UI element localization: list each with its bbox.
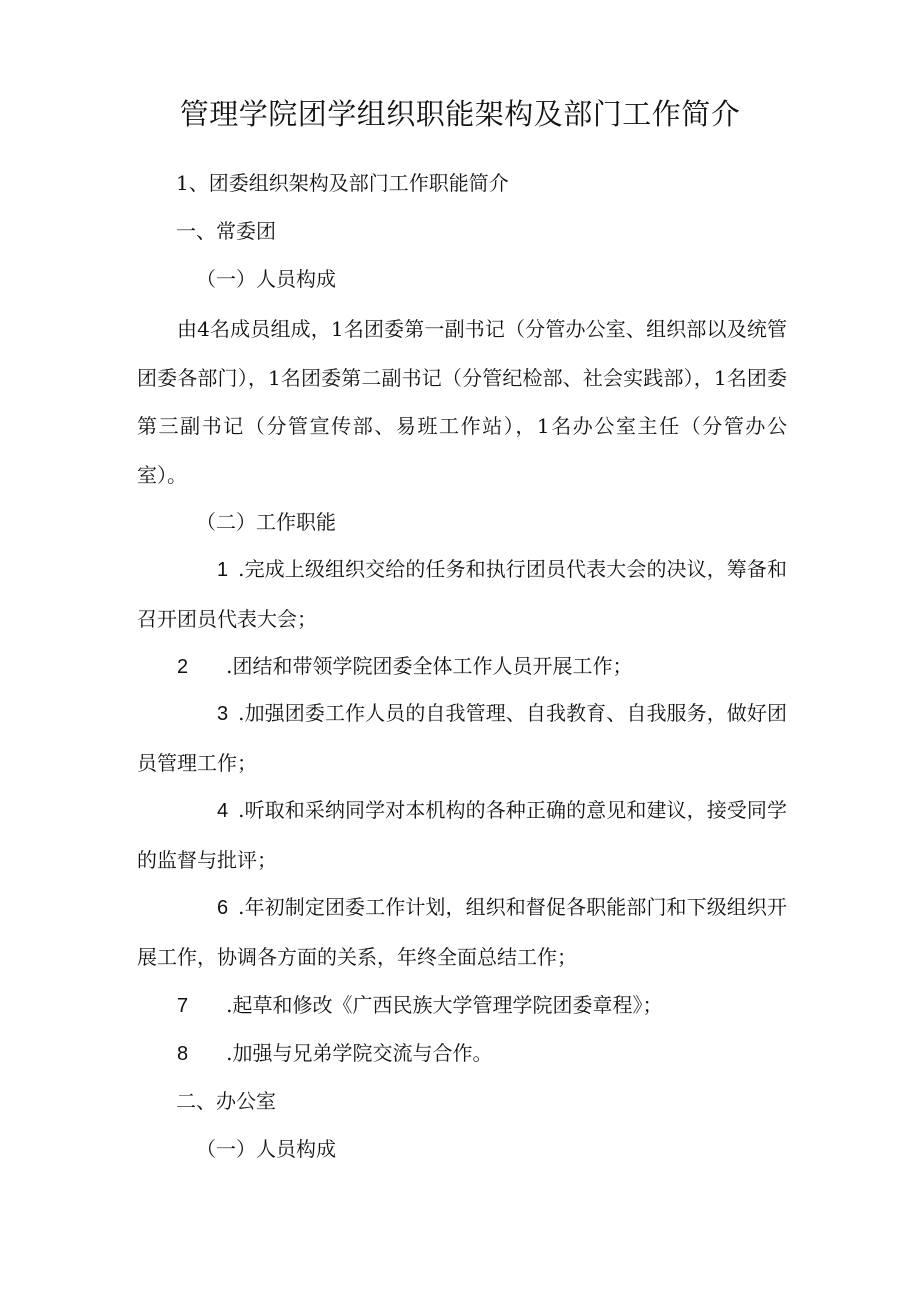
document-title: 管理学院团学组织职能架构及部门工作简介 (179, 97, 741, 131)
duty-item-text: .听取和采纳同学对本机构的各种正确的意见和建议，接受同学的监督与批评； (137, 798, 787, 872)
part-heading-standing-committee: 一、常委团 (176, 219, 276, 243)
subheading-office-composition: （一）人员构成 (196, 1137, 336, 1161)
duty-item-2 (177, 653, 632, 680)
duty-item-4 (137, 786, 787, 884)
part-heading-office: 二、办公室 (176, 1089, 276, 1113)
duty-item-8 (177, 1040, 492, 1067)
duty-item-text: .加强与兄弟学院交流与合作。 (226, 1041, 493, 1065)
duty-item-text: .年初制定团委工作计划，组织和督促各职能部门和下级组织开展工作，协调各方面的关系，年终全面总结工作； (137, 895, 787, 969)
duty-item-number: 7 (177, 995, 189, 1017)
duty-item-number: 6 (217, 897, 229, 919)
duty-item-text: .团结和带领学院团委全体工作人员开展工作； (226, 654, 633, 678)
duty-item-number: 4 (217, 800, 229, 822)
duty-item-text: .起草和修改《广西民族大学管理学院团委章程》； (226, 993, 663, 1017)
subheading-duties: （二）工作职能 (196, 510, 336, 534)
duty-item-text: .完成上级组织交给的任务和执行团员代表大会的决议，筹备和召开团员代表大会； (137, 557, 787, 631)
duty-item-1 (137, 545, 787, 643)
duty-item-number: 8 (177, 1043, 189, 1065)
composition-paragraph: 由4名成员组成，1名团委第一副书记（分管办公室、组织部以及统管团委各部门），1名团委第二副书记（分管纪检部、社会实践部），1名团委第三副书记（分管宣传部、易班工作站），1名办公室主任（分管办公室）。 (137, 317, 787, 487)
duty-item-number: 1 (217, 559, 229, 581)
duty-item-number: 3 (217, 703, 229, 725)
duty-item-6 (137, 883, 787, 981)
section-heading-1: 1、团委组织架构及部门工作职能简介 (176, 171, 509, 195)
duty-item-7 (177, 992, 662, 1019)
subheading-composition: （一）人员构成 (196, 267, 336, 291)
duty-item-3 (137, 689, 787, 787)
duty-item-number: 2 (177, 656, 189, 678)
duty-item-text: .加强团委工作人员的自我管理、自我教育、自我服务，做好团员管理工作； (137, 701, 787, 775)
